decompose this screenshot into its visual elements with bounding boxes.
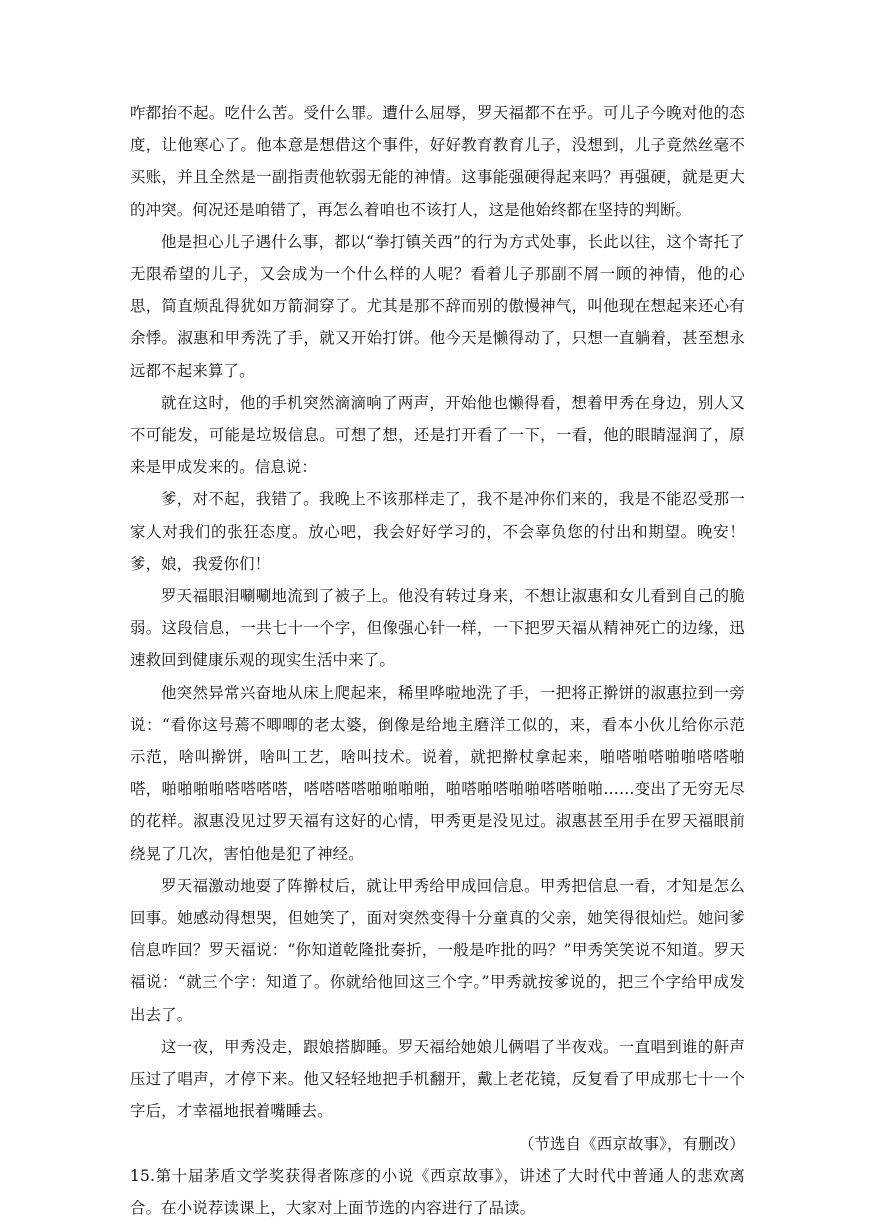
paragraph-2: 他是担心儿子遇什么事，都以“拳打镇关西”的行为方式处事，长此以往，这个寄托了无限希望的儿子，又会成为一个什么样的人呢？看着儿子那副不屑一顾的神情，他的心思，简直烦乱得犹如万箭洞穿了。尤其是那不辞而别的傲慢神气，叫他现在想起来还心有余悸。淑惠和甲秀洗了手，就又开始打饼。他今天是懒得动了，只想一直躺着，甚至想永远都不起来算了。 bbox=[130, 232, 745, 380]
source-note: （节选自《西京故事》，有删改） bbox=[518, 1134, 745, 1153]
document-page bbox=[130, 97, 745, 1224]
paragraph-4-text-message: 爹，对不起，我错了。我晚上不该那样走了，我不是冲你们来的，我是不能忍受那一家人对我们的张狂态度。放心吧，我会好好学习的，不会辜负您的付出和期望。晚安！爹，娘，我爱你们！ bbox=[130, 490, 745, 573]
paragraph-5: 罗天福眼泪唰唰地流到了被子上。他没有转过身来，不想让淑惠和女儿看到自己的脆弱。这段信息，一共七十一个字，但像强心针一样，一下把罗天福从精神死亡的边缘，迅速救回到健康乐观的现实生活中来了。 bbox=[130, 587, 745, 670]
paragraph-1: 咋都抬不起。吃什么苦。受什么罪。遭什么屈辱，罗天福都不在乎。可儿子今晚对他的态度，让他寒心了。他本意是想借这个事件，好好教育教育儿子，没想到，儿子竟然丝毫不买账，并且全然是一副指责他软弱无能的神情。这事能强硬得起来吗？再强硬，就是更大的冲突。何况还是咱错了，再怎么着咱也不该打人，这是他始终都在坚持的判断。 bbox=[130, 104, 745, 219]
question-15: 15.第十届茅盾文学奖获得者陈彦的小说《西京故事》，讲述了大时代中普通人的悲欢离合。在小说荐读课上，大家对上面节选的内容进行了品读。 bbox=[130, 1166, 745, 1217]
paragraph-3: 就在这时，他的手机突然滴滴响了两声，开始他也懒得看，想着甲秀在身边，别人又不可能发，可能是垃圾信息。可想了想，还是打开看了一下，一看，他的眼睛湿润了，原来是甲成发来的。信息说： bbox=[130, 393, 745, 477]
paragraph-8: 这一夜，甲秀没走，跟娘搭脚睡。罗天福给她娘儿俩唱了半夜戏。一直唱到谁的鼾声压过了唱声，才停下来。他又轻轻地把手机翻开，戴上老花镜，反复看了甲成那七十一个字后，才幸福地抿着嘴睡去。 bbox=[130, 1037, 745, 1121]
paragraph-6: 他突然异常兴奋地从床上爬起来，稀里哗啦地洗了手，一把将正擀饼的淑惠拉到一旁说：“看你这号蔫不唧唧的老太婆，倒像是给地主磨洋工似的，来，看本小伙儿给你示范示范，啥叫擀饼，啥叫工艺，啥叫技术。说着，就把擀杖拿起来，啪嗒啪嗒啪啪嗒嗒啪嗒，啪啪啪啪嗒嗒嗒嗒，嗒嗒嗒嗒啪啪啪啪，啪嗒啪嗒啪啪嗒嗒啪啪……变出了无穷无尽的花样。淑惠没见过罗天福有这好的心情，甲秀更是没见过。淑惠甚至用手在罗天福眼前绕晃了几次，害怕他是犯了神经。 bbox=[130, 683, 745, 863]
paragraph-7: 罗天福激动地耍了阵擀杖后，就让甲秀给甲成回信息。甲秀把信息一看，才知是怎么回事。她感动得想哭，但她笑了，面对突然变得十分童真的父亲，她笑得很灿烂。她问爹信息咋回？罗天福说：“你知道乾隆批奏折，一般是咋批的吗？”甲秀笑笑说不知道。罗天福说：“就三个字：知道了。你就给他回这三个字。”甲秀就按爹说的，把三个字给甲成发出去了。 bbox=[130, 876, 745, 1024]
